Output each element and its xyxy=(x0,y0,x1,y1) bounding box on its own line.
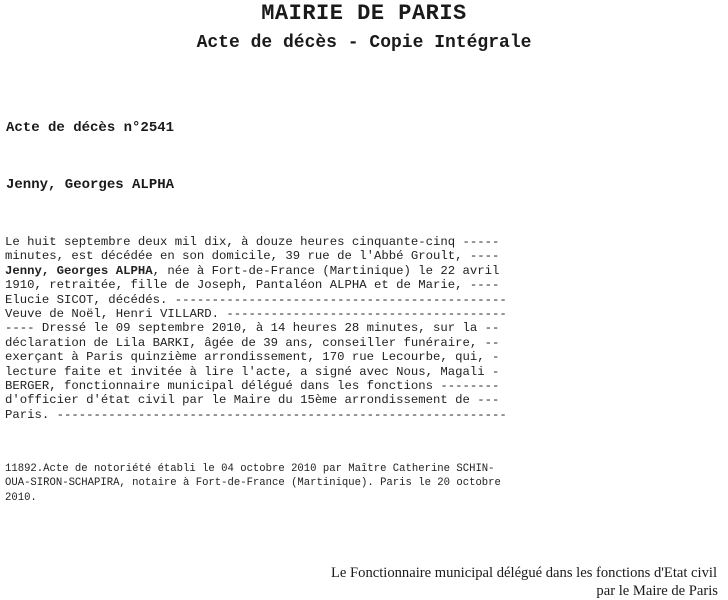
body-name-bold: Jenny, Georges ALPHA xyxy=(5,263,153,278)
document-title: MAIRIE DE PARIS xyxy=(261,1,467,26)
note-line: 2010. xyxy=(5,491,37,504)
body-line: Elucie SICOT, décédés. --------------------------------------------- xyxy=(5,292,507,307)
body-line: déclaration de Lila BARKI, âgée de 39 ans, conseiller funéraire, -- xyxy=(5,335,500,350)
body-line: Le huit septembre deux mil dix, à douze heures cinquante-cinq ----- xyxy=(5,235,500,249)
signature-line-1: Le Fonctionnaire municipal délégué dans les fonctions d'Etat civil xyxy=(330,565,717,581)
body-line: Veuve de Noël, Henri VILLARD. -------------------------------------- xyxy=(5,307,507,322)
body-name-rest: , née à Fort-de-France (Martinique) le 22 avril xyxy=(152,263,500,278)
note-line: 11892.Acte de notoriété établi le 04 octobre 2010 par Maître Catherine SCHIN- xyxy=(5,463,495,475)
body-line: ---- Dressé le 09 septembre 2010, à 14 heures 28 minutes, sur la -- xyxy=(5,321,500,336)
deceased-surname: ALPHA xyxy=(132,177,175,193)
body-line-name xyxy=(5,264,605,278)
body-line: lecture faite et invitée à lire l'acte, a signé avec Nous, Magali - xyxy=(5,364,500,379)
act-number: Acte de décès n°2541 xyxy=(6,120,175,136)
marginal-note xyxy=(5,462,615,505)
body-line: d'officier d'état civil par le Maire du 15ème arrondissement de --- xyxy=(5,393,500,408)
body-line: Paris. ------------------------------------------------------------- xyxy=(5,407,507,422)
document-subtitle: Acte de décès - Copie Intégrale xyxy=(196,33,532,53)
note-line: OUA-SIRON-SCHAPIRA, notaire à Fort-de-France (Martinique). Paris le 20 octobre xyxy=(5,477,501,490)
body-line: exerçant à Paris quinzième arrondissement, 170 rue Lecourbe, qui, - xyxy=(5,350,500,365)
body-line: 1910, retraitée, fille de Joseph, Pantaléon ALPHA et de Marie, ---- xyxy=(5,278,500,293)
body-line: minutes, est décédée en son domicile, 39 rue de l'Abbé Groult, ---- xyxy=(5,249,500,264)
body-line: BERGER, fonctionnaire municipal délégué dans les fonctions -------- xyxy=(5,379,500,394)
act-body xyxy=(5,235,605,422)
deceased-given-names: Jenny, Georges xyxy=(6,177,124,193)
deceased-name xyxy=(6,176,174,194)
signature-line-2: par le Maire de Paris xyxy=(596,583,718,599)
